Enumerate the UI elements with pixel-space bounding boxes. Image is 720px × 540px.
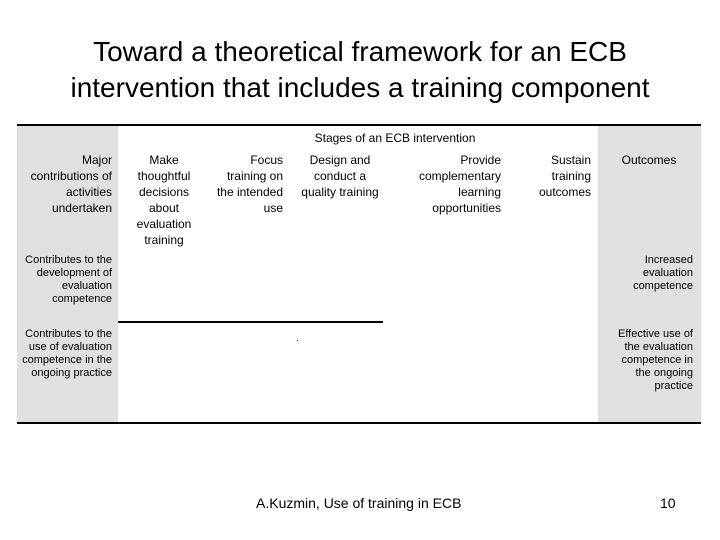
column-header-make-decisions: Make thoughtful decisions about evaluation training bbox=[136, 153, 192, 247]
column-header-sustain-outcomes: Sustain training outcomes bbox=[538, 153, 591, 199]
stray-mark: . bbox=[296, 332, 300, 344]
slide-title-line-1: Toward a theoretical framework for an ECB bbox=[93, 36, 627, 67]
footer-author: A.Kuzmin, Use of training in ECB bbox=[256, 495, 462, 511]
column-header-complementary-learning: Provide complementary learning opportunities bbox=[418, 153, 501, 215]
outcomes-header: Outcomes bbox=[621, 153, 677, 167]
slide-title bbox=[20, 34, 700, 106]
table-bottom-rule bbox=[17, 422, 701, 424]
stages-header: Stages of an ECB intervention bbox=[314, 131, 476, 145]
outcome-effective-use: Effective use of the evaluation competence in the ongoing practice bbox=[617, 328, 693, 392]
row-header: Major contributions of activities undertaken bbox=[30, 153, 112, 215]
row-label-use: Contributes to the use of evaluation competence in the ongoing practice bbox=[22, 328, 112, 379]
slide-title-line-2: intervention that includes a training component bbox=[70, 72, 650, 103]
outcome-increased-competence: Increased evaluation competence bbox=[633, 254, 693, 292]
table-mid-rule bbox=[118, 321, 383, 323]
column-header-design-training: Design and conduct a quality training bbox=[301, 153, 379, 199]
row-label-development: Contributes to the development of evaluation competence bbox=[25, 254, 112, 305]
column-header-focus-training: Focus training on the intended use bbox=[216, 153, 283, 215]
table-top-rule bbox=[17, 124, 701, 126]
page-number: 10 bbox=[660, 495, 676, 511]
